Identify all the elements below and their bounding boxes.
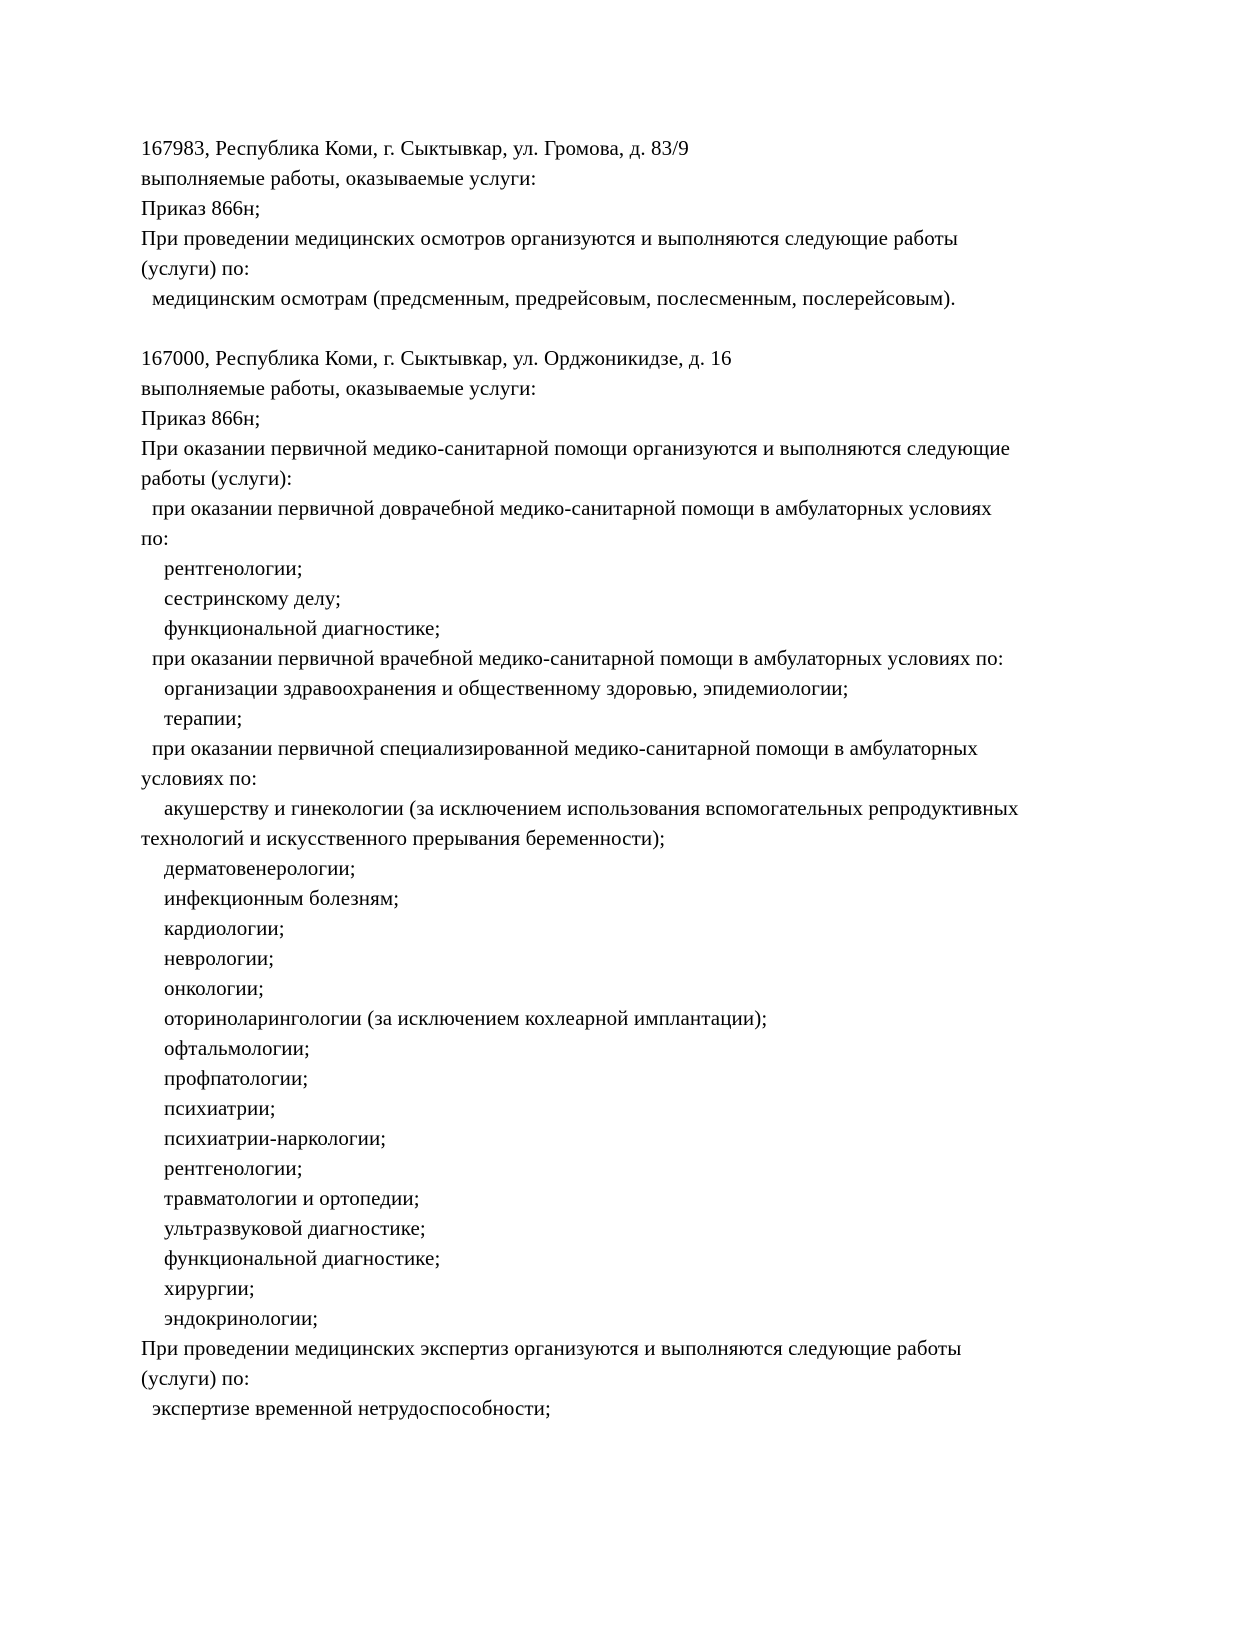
- doc-line: условиях по:: [141, 766, 258, 790]
- doc-line: выполняемые работы, оказываемые услуги:: [141, 166, 537, 190]
- doc-line: при оказании первичной врачебной медико-санитарной помощи в амбулаторных условиях по:: [152, 646, 1004, 670]
- doc-line: инфекционным болезням;: [164, 886, 400, 910]
- doc-line: психиатрии-наркологии;: [164, 1126, 387, 1150]
- doc-line: технологий и искусственного прерывания беременности);: [141, 826, 666, 850]
- doc-line: рентгенологии;: [164, 556, 303, 580]
- doc-line: функциональной диагностике;: [164, 616, 441, 640]
- doc-line: травматологии и ортопедии;: [164, 1186, 420, 1210]
- doc-line: Приказ 866н;: [141, 196, 261, 220]
- doc-line: При проведении медицинских осмотров организуются и выполняются следующие работы: [141, 226, 959, 250]
- doc-line: профпатологии;: [164, 1066, 309, 1090]
- doc-line: кардиологии;: [164, 916, 285, 940]
- doc-line: при оказании первичной доврачебной медико-санитарной помощи в амбулаторных условиях: [152, 496, 992, 520]
- doc-line: ультразвуковой диагностике;: [164, 1216, 426, 1240]
- doc-line: (услуги) по:: [141, 1366, 250, 1390]
- doc-line: неврологии;: [164, 946, 275, 970]
- doc-line: медицинским осмотрам (предсменным, предрейсовым, послесменным, послерейсовым).: [152, 286, 956, 310]
- doc-line: онкологии;: [164, 976, 265, 1000]
- doc-line: по:: [141, 526, 169, 550]
- doc-line: дерматовенерологии;: [164, 856, 356, 880]
- doc-line: при оказании первичной специализированной медико-санитарной помощи в амбулаторных: [152, 736, 978, 760]
- doc-line: функциональной диагностике;: [164, 1246, 441, 1270]
- doc-line: При оказании первичной медико-санитарной помощи организуются и выполняются следующие: [141, 436, 1011, 460]
- doc-line: офтальмологии;: [164, 1036, 310, 1060]
- doc-line: 167983, Республика Коми, г. Сыктывкар, ул. Громова, д. 83/9: [141, 136, 689, 160]
- doc-line: оториноларингологии (за исключением кохлеарной имплантации);: [164, 1006, 768, 1030]
- address-block-gromova: [141, 133, 1161, 313]
- doc-line: эндокринологии;: [164, 1306, 319, 1330]
- doc-line: экспертизе временной нетрудоспособности;: [152, 1396, 551, 1420]
- doc-line: сестринскому делу;: [164, 586, 342, 610]
- doc-line: (услуги) по:: [141, 256, 250, 280]
- doc-line: При проведении медицинских экспертиз организуются и выполняются следующие работы: [141, 1336, 962, 1360]
- doc-line: психиатрии;: [164, 1096, 276, 1120]
- doc-line: хирургии;: [164, 1276, 255, 1300]
- doc-line: Приказ 866н;: [141, 406, 261, 430]
- doc-line: работы (услуги):: [141, 466, 293, 490]
- doc-line: 167000, Республика Коми, г. Сыктывкар, ул. Орджоникидзе, д. 16: [141, 346, 732, 370]
- doc-line: акушерству и гинекологии (за исключением использования вспомогательных репродуктивных: [164, 796, 1019, 820]
- doc-line: терапии;: [164, 706, 243, 730]
- doc-line: выполняемые работы, оказываемые услуги:: [141, 376, 537, 400]
- document-body: [141, 133, 1161, 1423]
- doc-line: рентгенологии;: [164, 1156, 303, 1180]
- address-block-ordzhonikidze: [141, 343, 1161, 1423]
- doc-line: организации здравоохранения и общественному здоровью, эпидемиологии;: [164, 676, 849, 700]
